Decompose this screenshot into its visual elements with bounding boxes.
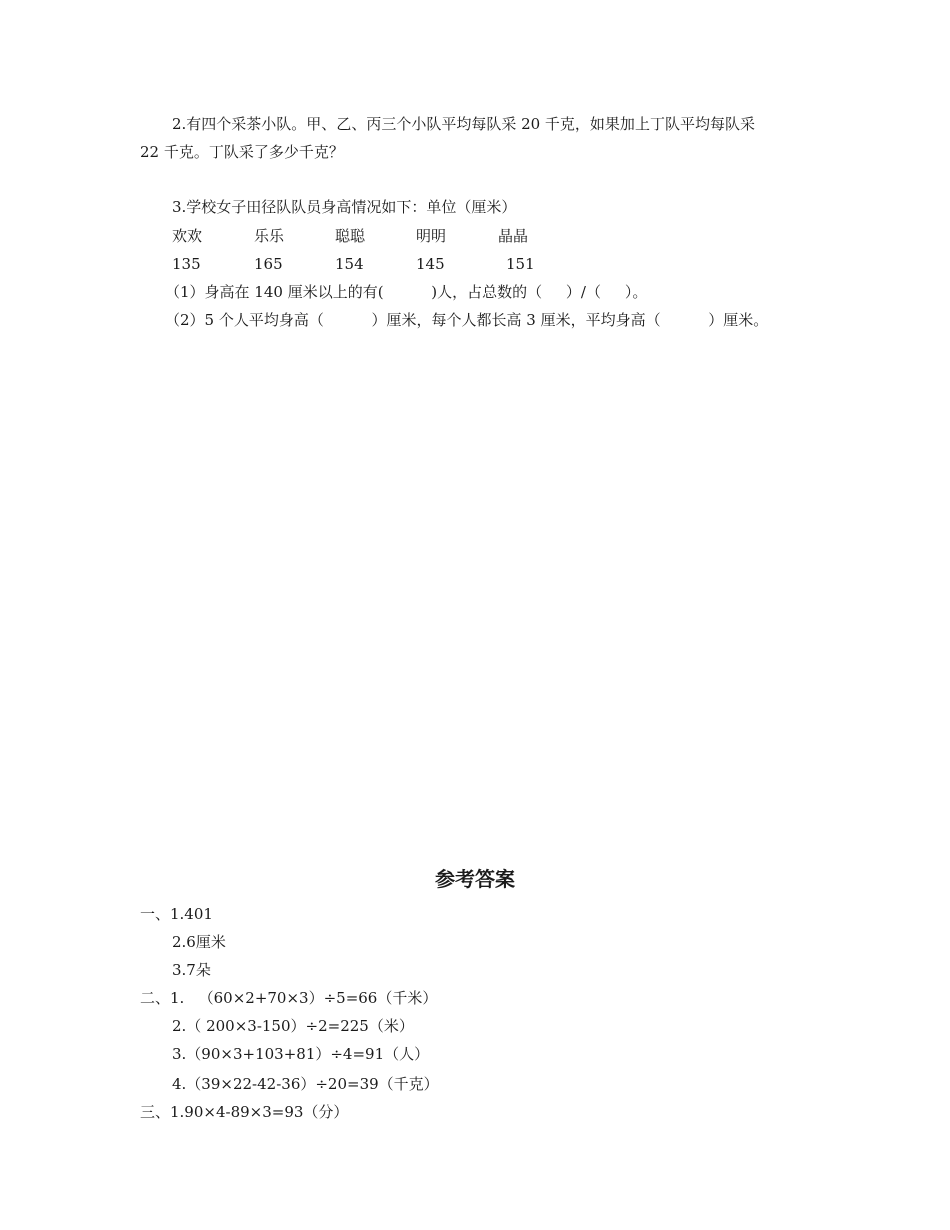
- height-cell: 154: [335, 255, 364, 273]
- problem-2-line-1: 2.有四个采茶小队。甲、乙、丙三个小队平均每队采 20 千克，如果加上丁队平均每队采: [172, 115, 755, 133]
- answer-line: 2.6厘米: [172, 933, 226, 951]
- name-cell: 晶晶: [498, 227, 529, 245]
- answer-line: 4.（39×22-42-36）÷20=39（千克）: [172, 1075, 439, 1093]
- answer-key-title: 参考答案: [435, 867, 515, 891]
- answer-line: 二、1. （60×2+70×3）÷5=66（千米）: [140, 989, 438, 1007]
- height-cell: 165: [254, 255, 283, 273]
- answer-line: 3.（90×3+103+81）÷4=91（人）: [172, 1045, 430, 1063]
- name-cell: 乐乐: [254, 227, 285, 245]
- height-cell: 151: [506, 255, 535, 273]
- height-cell: 135: [172, 255, 201, 273]
- answer-line: 一、1.401: [140, 905, 213, 923]
- problem-2-line-2: 22 千克。丁队采了多少千克？: [140, 143, 344, 161]
- name-cell: 明明: [416, 227, 447, 245]
- name-cell: 聪聪: [335, 227, 366, 245]
- question-2: （2）5 个人平均身高（ ）厘米，每个人都长高 3 厘米，平均身高（ ）厘米。: [165, 311, 769, 329]
- answer-line: 2.（ 200×3-150）÷2=225（米）: [172, 1017, 414, 1035]
- answer-line: 3.7朵: [172, 961, 211, 979]
- name-cell: 欢欢: [172, 227, 203, 245]
- answer-line: 三、1.90×4-89×3=93（分）: [140, 1103, 349, 1121]
- problem-3-title: 3.学校女子田径队队员身高情况如下：单位（厘米）: [172, 198, 517, 216]
- question-1: （1）身高在 140 厘米以上的有( )人，占总数的（ ）/（ ）。: [165, 283, 648, 301]
- height-cell: 145: [416, 255, 445, 273]
